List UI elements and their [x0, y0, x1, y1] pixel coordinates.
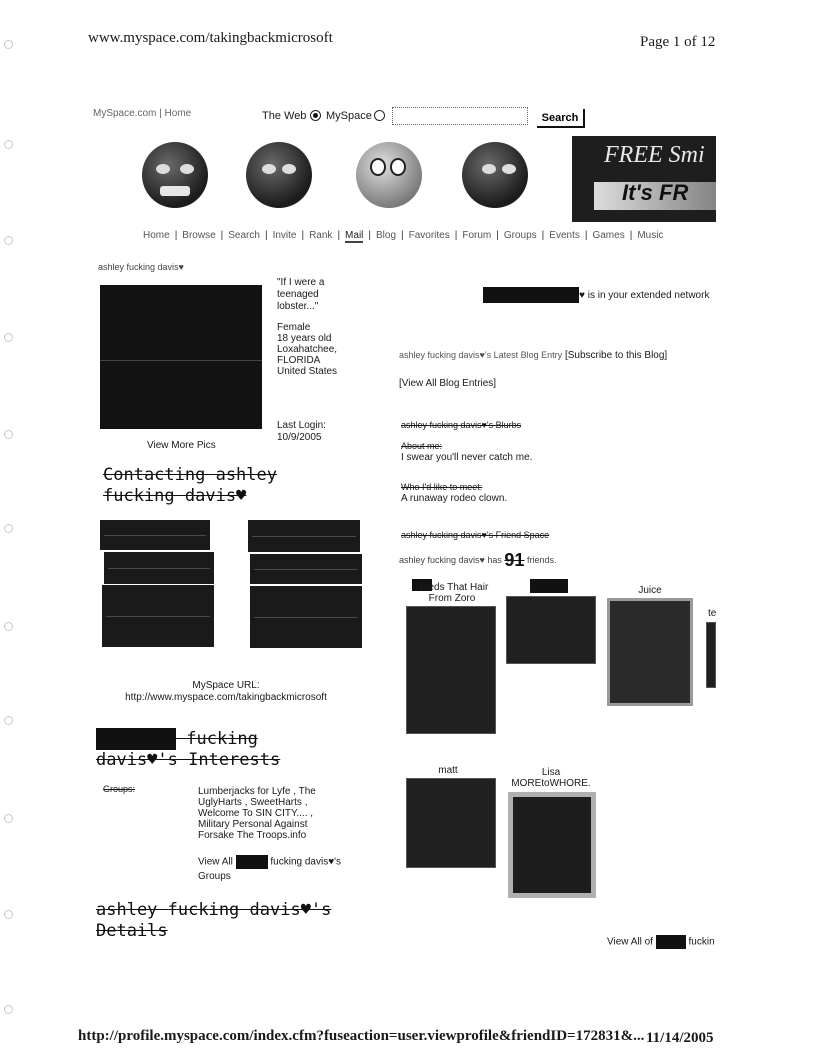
profile-state: FLORIDA — [277, 355, 321, 366]
print-header-url: www.myspace.com/takingbackmicrosoft — [88, 30, 333, 46]
about-me-text: I swear you'll never catch me. — [401, 452, 533, 463]
profile-country: United States — [277, 366, 338, 377]
binder-hole — [4, 236, 13, 245]
friend-name[interactable]: Lisa MOREtoWHORE. — [511, 767, 591, 789]
profile-age: 18 years old — [277, 333, 332, 344]
binder-hole — [4, 430, 13, 439]
profile-name: ashley fucking davis♥ — [98, 262, 184, 272]
nav-blog[interactable]: Blog — [376, 230, 397, 241]
top-links: MySpace.com | Home — [93, 108, 192, 119]
binder-hole — [4, 40, 13, 49]
nav-search[interactable]: Search — [228, 230, 260, 241]
nav-music[interactable]: Music — [637, 230, 664, 241]
banner-headline: FREE Smi — [604, 142, 705, 168]
friend-photo[interactable] — [706, 622, 716, 688]
friend-space-heading: ashley fucking davis♥'s Friend Space — [401, 530, 550, 540]
binder-hole — [4, 1005, 13, 1014]
view-all-friends-link[interactable] — [607, 935, 715, 949]
nav-invite[interactable]: Invite — [272, 230, 297, 241]
search-web-label: The Web — [262, 110, 307, 122]
print-header-page: Page 1 of 12 — [640, 34, 716, 50]
friend-photo[interactable] — [406, 778, 496, 868]
last-login-date: 10/9/2005 — [277, 432, 322, 443]
friend-count-line — [399, 550, 556, 571]
friend-count-suffix: friends. — [526, 555, 557, 565]
friend-count-prefix: ashley fucking davis♥ has — [399, 555, 502, 565]
latest-blog-entry — [399, 350, 667, 361]
myspace-url-label: MySpace URL: — [192, 680, 260, 691]
friend-photo[interactable] — [406, 606, 496, 734]
last-login-label: Last Login: — [277, 420, 326, 431]
profile-photo[interactable] — [100, 285, 262, 429]
nav-games[interactable]: Games — [592, 230, 625, 241]
redaction — [236, 855, 268, 869]
nav-favorites[interactable]: Favorites — [408, 230, 450, 241]
search-web-radio[interactable] — [310, 110, 321, 121]
nav-events[interactable]: Events — [549, 230, 580, 241]
extended-network-text: ♥ is in your extended network — [579, 290, 710, 301]
site-link[interactable]: MySpace.com — [93, 108, 157, 119]
nav-forum[interactable]: Forum — [462, 230, 492, 241]
send-message-button[interactable] — [100, 520, 210, 550]
instant-message-button[interactable] — [102, 585, 214, 647]
googly-eyed-smiley-icon — [356, 142, 422, 208]
interests-heading-text: fucking davis♥'s Interests — [96, 729, 281, 770]
redaction — [656, 935, 686, 949]
view-all-prefix: View All — [198, 856, 233, 868]
main-nav: Home | Browse | Search | Invite | Rank | Mail | Blog | Favorites | Forum | Groups | Events | Games | Music — [143, 230, 664, 241]
interests-heading — [96, 728, 336, 771]
profile-city: Loxahatchee, — [277, 344, 338, 355]
binder-hole — [4, 333, 13, 342]
nav-home[interactable]: Home — [143, 230, 170, 241]
who-to-meet-label: Who I'd like to meet: — [401, 482, 483, 492]
subscribe-link[interactable]: [Subscribe to this Blog] — [564, 350, 668, 361]
redaction — [96, 728, 176, 750]
groups-label: Groups: — [103, 784, 136, 794]
forward-to-friend-button[interactable] — [248, 520, 360, 552]
view-all-suffix: fucking davis♥'s Groups — [198, 856, 342, 882]
binder-hole — [4, 716, 13, 725]
groups-list[interactable]: Lumberjacks for Lyfe , The UglyHarts , SweetHarts , Welcome To SIN CITY.... , Military Personal Against Forsake The Troops.info — [198, 786, 316, 841]
binder-hole — [4, 140, 13, 149]
search-button[interactable]: Search — [537, 109, 585, 128]
last-login — [277, 420, 326, 444]
cap-smiley-icon — [462, 142, 528, 208]
add-to-favorites-button[interactable] — [250, 554, 362, 584]
blog-entry-title: ashley fucking davis♥'s Latest Blog Entry — [399, 350, 563, 360]
friend-name[interactable]: Juice — [638, 585, 662, 596]
binder-hole — [4, 910, 13, 919]
home-link[interactable]: Home — [164, 108, 192, 119]
search-input[interactable] — [392, 107, 528, 125]
friend-photo[interactable] — [607, 598, 693, 706]
afro-smiley-icon — [246, 142, 312, 208]
banner-ad[interactable] — [572, 136, 716, 222]
binder-hole — [4, 622, 13, 631]
details-heading: ashley fucking davis♥'s Details — [96, 900, 332, 941]
who-to-meet-text: A runaway rodeo clown. — [401, 493, 508, 504]
profile-info — [277, 322, 337, 377]
add-to-friends-button[interactable] — [104, 552, 214, 584]
photo-scan-line — [100, 360, 262, 361]
contact-heading: Contacting ashley fucking davis♥ — [103, 465, 277, 506]
redaction — [483, 287, 579, 303]
nav-rank[interactable]: Rank — [309, 230, 333, 241]
friend-count: 91 — [504, 550, 525, 570]
redaction — [530, 579, 568, 593]
friend-photo[interactable] — [506, 596, 596, 664]
myspace-url-link[interactable]: http://www.myspace.com/takingbackmicrosoft — [125, 692, 327, 703]
print-footer-url: http://profile.myspace.com/index.cfm?fuseaction=user.viewprofile&friendID=172831&... — [78, 1028, 645, 1044]
block-user-button[interactable] — [250, 586, 362, 648]
friend-photo[interactable] — [508, 792, 596, 898]
myspace-url-box — [122, 680, 330, 704]
search-myspace-radio[interactable] — [374, 110, 385, 121]
profile-gender: Female — [277, 322, 311, 333]
friend-name[interactable]: matt — [438, 765, 458, 776]
nav-mail[interactable]: Mail — [345, 230, 364, 241]
nav-groups[interactable]: Groups — [503, 230, 537, 241]
view-all-blog-link[interactable]: [View All Blog Entries] — [399, 378, 497, 389]
view-more-pics-link[interactable]: View More Pics — [147, 440, 216, 451]
binder-hole — [4, 524, 13, 533]
banner-subline: It's FR — [622, 180, 689, 205]
friend-name[interactable]: Needs That Hair From Zoro — [415, 582, 489, 604]
nav-browse[interactable]: Browse — [182, 230, 216, 241]
blurbs-heading: ashley fucking davis♥'s Blurbs — [401, 420, 522, 430]
binder-hole — [4, 814, 13, 823]
about-me-label: About me: — [401, 441, 443, 451]
print-footer-date: 11/14/2005 — [646, 1030, 714, 1046]
search-myspace-label: MySpace — [326, 110, 372, 122]
view-all-friends-prefix: View All of — [607, 936, 653, 948]
angry-smiley-icon — [142, 142, 208, 208]
view-all-friends-suffix: fuckin — [688, 936, 715, 948]
profile-headline: "If I were a teenaged lobster..." — [277, 277, 325, 312]
friend-name[interactable]: te — [708, 608, 716, 619]
view-all-groups-link[interactable] — [198, 855, 348, 884]
